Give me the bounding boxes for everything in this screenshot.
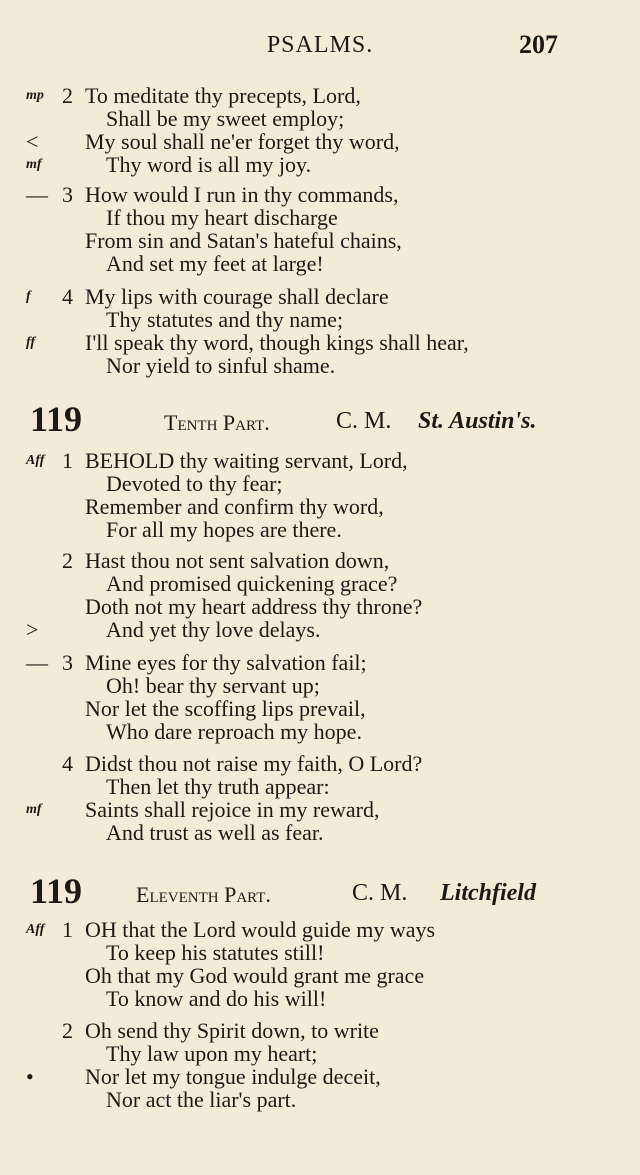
hymn-heading bbox=[0, 398, 640, 438]
meter: C. M. bbox=[336, 408, 392, 434]
line-text: Nor yield to sinful shame. bbox=[106, 353, 336, 378]
verse bbox=[0, 918, 640, 1010]
verse-number: 4 bbox=[62, 284, 73, 309]
verse-line bbox=[0, 752, 640, 775]
verse-line bbox=[0, 595, 640, 618]
verse-number: 2 bbox=[62, 83, 73, 108]
verse-number: 4 bbox=[62, 751, 73, 776]
dynamic-mark: Aff bbox=[26, 922, 45, 937]
verse-line bbox=[0, 107, 640, 130]
verse-line bbox=[0, 941, 640, 964]
verse-line bbox=[0, 518, 640, 541]
line-text: For all my hopes are there. bbox=[106, 517, 342, 542]
verse-number: 2 bbox=[62, 1018, 73, 1043]
line-text: My lips with courage shall declare bbox=[85, 284, 389, 309]
line-text: And trust as well as fear. bbox=[106, 820, 324, 845]
hymn-number: 119 bbox=[30, 399, 83, 439]
verse-line bbox=[0, 354, 640, 377]
verse-line bbox=[0, 449, 640, 472]
dynamic-mark: ff bbox=[26, 335, 36, 350]
dynamic-mark: f bbox=[26, 289, 31, 304]
line-text: Oh that my God would grant me grace bbox=[85, 963, 425, 988]
verse-line bbox=[0, 84, 640, 107]
running-head-title: PSALMS. bbox=[266, 32, 374, 58]
verse-line bbox=[0, 472, 640, 495]
dash-mark: — bbox=[26, 650, 48, 675]
decrescendo-mark: > bbox=[26, 617, 39, 642]
verse-line bbox=[0, 285, 640, 308]
verse-line bbox=[0, 308, 640, 331]
verse-line bbox=[0, 206, 640, 229]
line-text: To meditate thy precepts, Lord, bbox=[85, 83, 361, 108]
verse-line bbox=[0, 252, 640, 275]
line-text: And set my feet at large! bbox=[106, 251, 324, 276]
line-text: From sin and Satan's hateful chains, bbox=[85, 228, 402, 253]
line-text: Devoted to thy fear; bbox=[106, 471, 283, 496]
verse bbox=[0, 84, 640, 176]
verse-number: 1 bbox=[62, 448, 73, 473]
line-text: Oh! bear thy servant up; bbox=[106, 673, 320, 698]
verse-line bbox=[0, 130, 640, 153]
verse-line bbox=[0, 495, 640, 518]
verse-line bbox=[0, 1065, 640, 1088]
verse bbox=[0, 752, 640, 844]
dynamic-mark: mf bbox=[26, 157, 42, 172]
verse-line bbox=[0, 1019, 640, 1042]
line-text: Doth not my heart address thy throne? bbox=[85, 594, 423, 619]
line-text: And promised quickening grace? bbox=[106, 571, 398, 596]
verse-line bbox=[0, 697, 640, 720]
line-text: Nor let the scoffing lips prevail, bbox=[85, 696, 366, 721]
verse-number: 2 bbox=[62, 548, 73, 573]
verse-number: 1 bbox=[62, 917, 73, 942]
verse-line bbox=[0, 775, 640, 798]
hymn-number: 119 bbox=[30, 871, 83, 911]
verse-line bbox=[0, 153, 640, 176]
staccato-dot-mark: • bbox=[26, 1064, 34, 1089]
line-text: Then let thy truth appear: bbox=[106, 774, 330, 799]
line-text: Thy word is all my joy. bbox=[106, 152, 312, 177]
page-number: 207 bbox=[519, 30, 558, 59]
part-title: Eleventh Part. bbox=[136, 882, 271, 907]
verse bbox=[0, 183, 640, 275]
line-text: BEHOLD thy waiting servant, Lord, bbox=[85, 448, 408, 473]
verse-line bbox=[0, 918, 640, 941]
verse bbox=[0, 449, 640, 541]
verse-line bbox=[0, 183, 640, 206]
line-text: Mine eyes for thy salvation fail; bbox=[85, 650, 367, 675]
verse-line bbox=[0, 651, 640, 674]
line-text: My soul shall ne'er forget thy word, bbox=[85, 129, 400, 154]
verse-line bbox=[0, 549, 640, 572]
verse-number: 3 bbox=[62, 650, 73, 675]
verse-line bbox=[0, 821, 640, 844]
line-text: If thou my heart discharge bbox=[106, 205, 338, 230]
line-text: Saints shall rejoice in my reward, bbox=[85, 797, 380, 822]
verse-line bbox=[0, 720, 640, 743]
verse-line bbox=[0, 1042, 640, 1065]
line-text: Shall be my sweet employ; bbox=[106, 106, 345, 131]
line-text: I'll speak thy word, though kings shall hear, bbox=[85, 330, 469, 355]
verse-line bbox=[0, 674, 640, 697]
line-text: And yet thy love delays. bbox=[106, 617, 321, 642]
verse bbox=[0, 285, 640, 377]
line-text: OH that the Lord would guide my ways bbox=[85, 917, 436, 942]
verse bbox=[0, 651, 640, 743]
line-text: Nor act the liar's part. bbox=[106, 1087, 297, 1112]
hymn-heading bbox=[0, 870, 640, 910]
verse-line bbox=[0, 331, 640, 354]
verse-number: 3 bbox=[62, 182, 73, 207]
line-text: Oh send thy Spirit down, to write bbox=[85, 1018, 379, 1043]
verse-line bbox=[0, 618, 640, 641]
meter: C. M. bbox=[352, 880, 408, 906]
line-text: To know and do his will! bbox=[106, 986, 327, 1011]
verse-line bbox=[0, 964, 640, 987]
verse bbox=[0, 1019, 640, 1111]
line-text: Remember and confirm thy word, bbox=[85, 494, 384, 519]
dynamic-mark: mp bbox=[26, 88, 44, 103]
dynamic-mark: mf bbox=[26, 802, 42, 817]
verse-line bbox=[0, 987, 640, 1010]
line-text: Hast thou not sent salvation down, bbox=[85, 548, 390, 573]
verse bbox=[0, 549, 640, 641]
verse-line bbox=[0, 572, 640, 595]
dash-mark: — bbox=[26, 182, 48, 207]
verse-line bbox=[0, 1088, 640, 1111]
line-text: Didst thou not raise my faith, O Lord? bbox=[85, 751, 423, 776]
line-text: Nor let my tongue indulge deceit, bbox=[85, 1064, 381, 1089]
verse-line bbox=[0, 798, 640, 821]
dynamic-mark: Aff bbox=[26, 453, 45, 468]
line-text: Thy law upon my heart; bbox=[106, 1041, 318, 1066]
crescendo-mark: < bbox=[26, 129, 39, 154]
line-text: How would I run in thy commands, bbox=[85, 182, 399, 207]
tune-name: Litchfield bbox=[440, 880, 536, 906]
line-text: Who dare reproach my hope. bbox=[106, 719, 362, 744]
line-text: Thy statutes and thy name; bbox=[106, 307, 344, 332]
verse-line bbox=[0, 229, 640, 252]
tune-name: St. Austin's. bbox=[418, 408, 537, 434]
part-title: Tenth Part. bbox=[164, 410, 270, 435]
line-text: To keep his statutes still! bbox=[106, 940, 325, 965]
